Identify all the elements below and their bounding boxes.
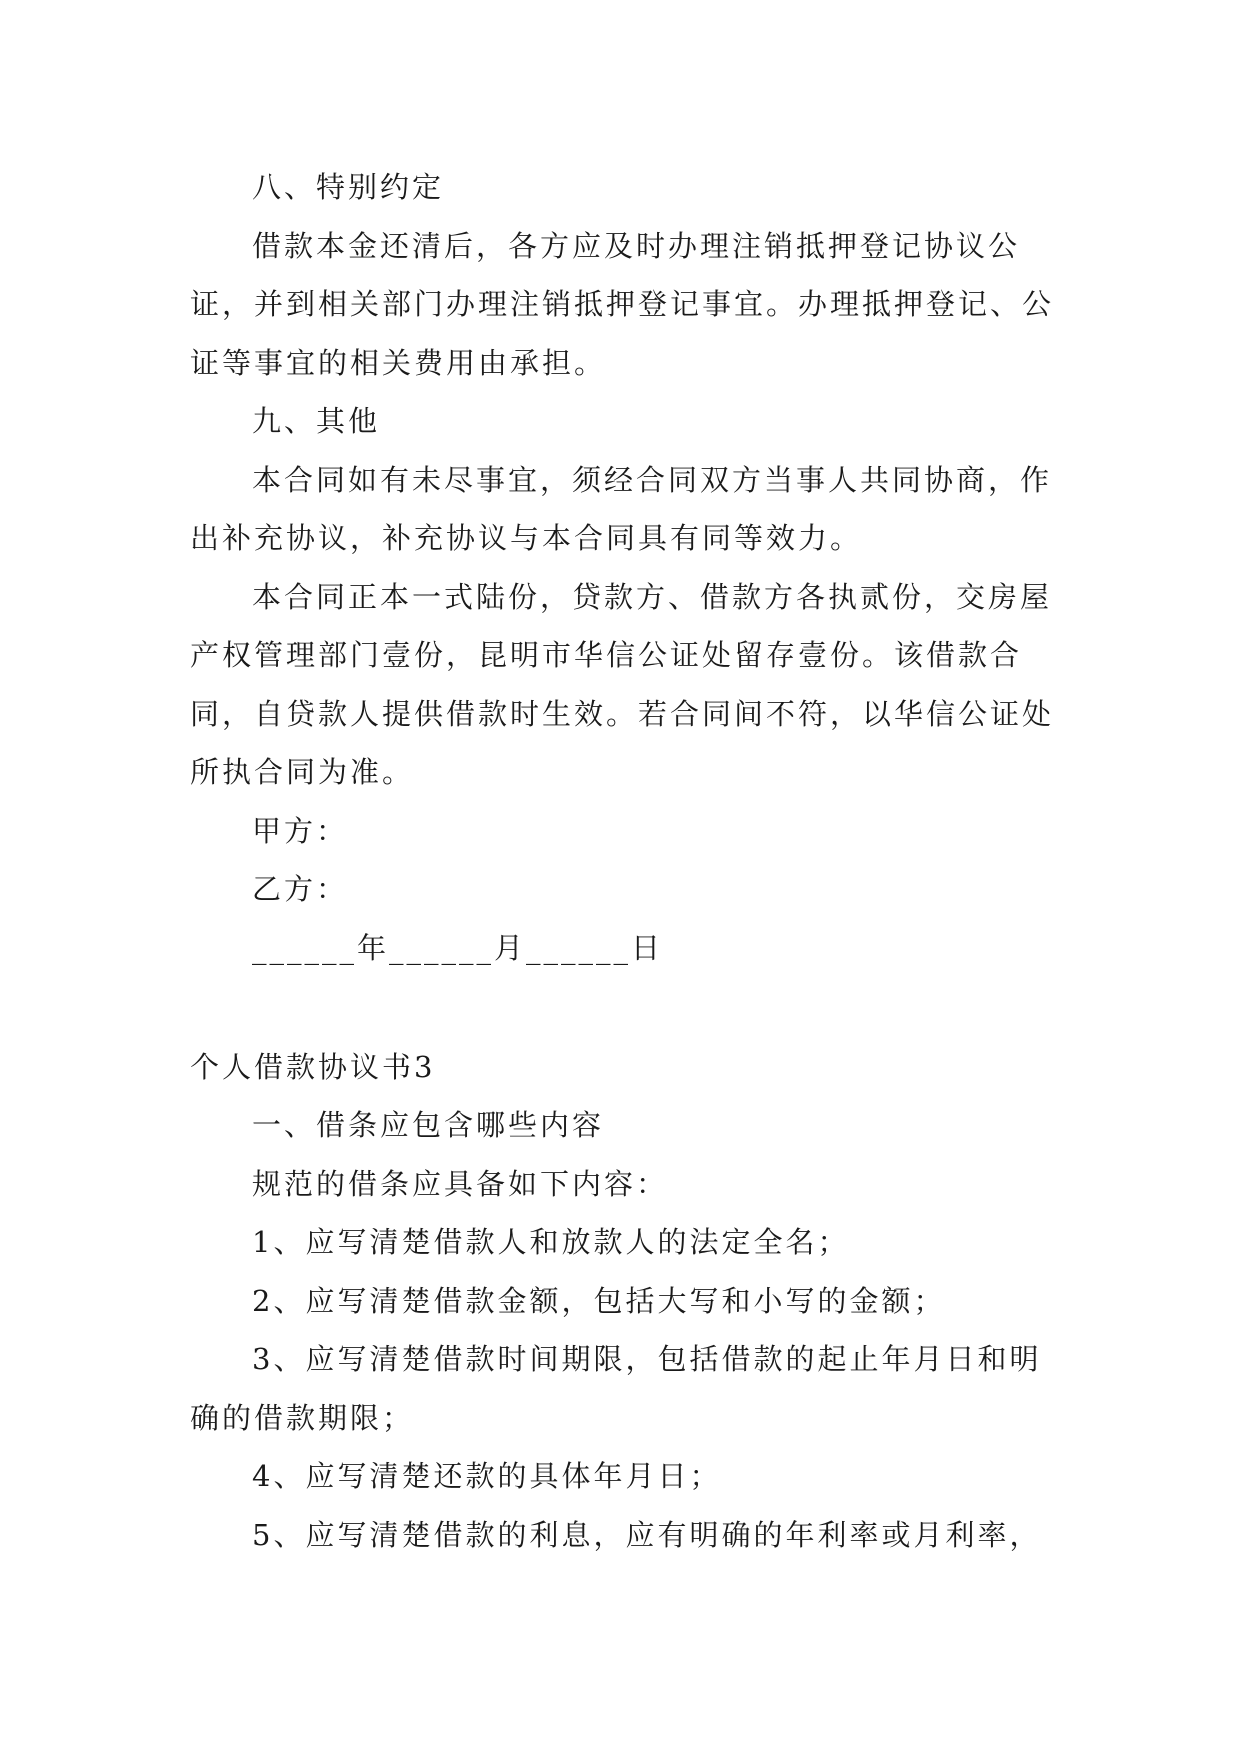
date-line: ______年______月______日	[252, 930, 664, 965]
section-gap	[190, 977, 1070, 1036]
list-item: 5、应写清楚借款的利息，应有明确的年利率或月利率，	[252, 1517, 1042, 1552]
section-9-paragraph-1: 本合同如有未尽事宜，须经合同双方当事人共同协商，作出补充协议，补充协议与本合同具有同等效力。	[190, 462, 1053, 555]
document-body	[190, 158, 1070, 1564]
agreement-3-intro: 规范的借条应具备如下内容：	[252, 1166, 669, 1201]
section-8-heading: 八、特别约定	[252, 170, 445, 204]
section-9-heading: 九、其他	[252, 404, 381, 438]
list-item: 4、应写清楚还款的具体年月日；	[252, 1459, 722, 1493]
agreement-3-heading-1: 一、借条应包含哪些内容	[252, 1108, 605, 1142]
list-item: 3、应写清楚借款时间期限，包括借款的起止年月日和明确的借款期限；	[190, 1342, 1042, 1435]
party-a-signature: 甲方：	[252, 813, 349, 848]
section-9-paragraph-2: 本合同正本一式陆份，贷款方、借款方各执贰份，交房屋产权管理部门壹份，昆明市华信公证处留存壹份。该借款合同，自贷款人提供借款时生效。若合同间不符，以华信公证处所执合同为准。	[190, 579, 1055, 789]
list-item: 1、应写清楚借款人和放款人的法定全名；	[252, 1225, 850, 1259]
agreement-3-title: 个人借款协议书3	[190, 1049, 436, 1084]
party-b-signature: 乙方：	[252, 872, 349, 906]
section-8-body: 借款本金还清后，各方应及时办理注销抵押登记协议公证，并到相关部门办理注销抵押登记事宜。办理抵押登记、公证等事宜的相关费用由承担。	[190, 228, 1055, 380]
list-item: 2、应写清楚借款金额，包括大写和小写的金额；	[252, 1283, 946, 1318]
